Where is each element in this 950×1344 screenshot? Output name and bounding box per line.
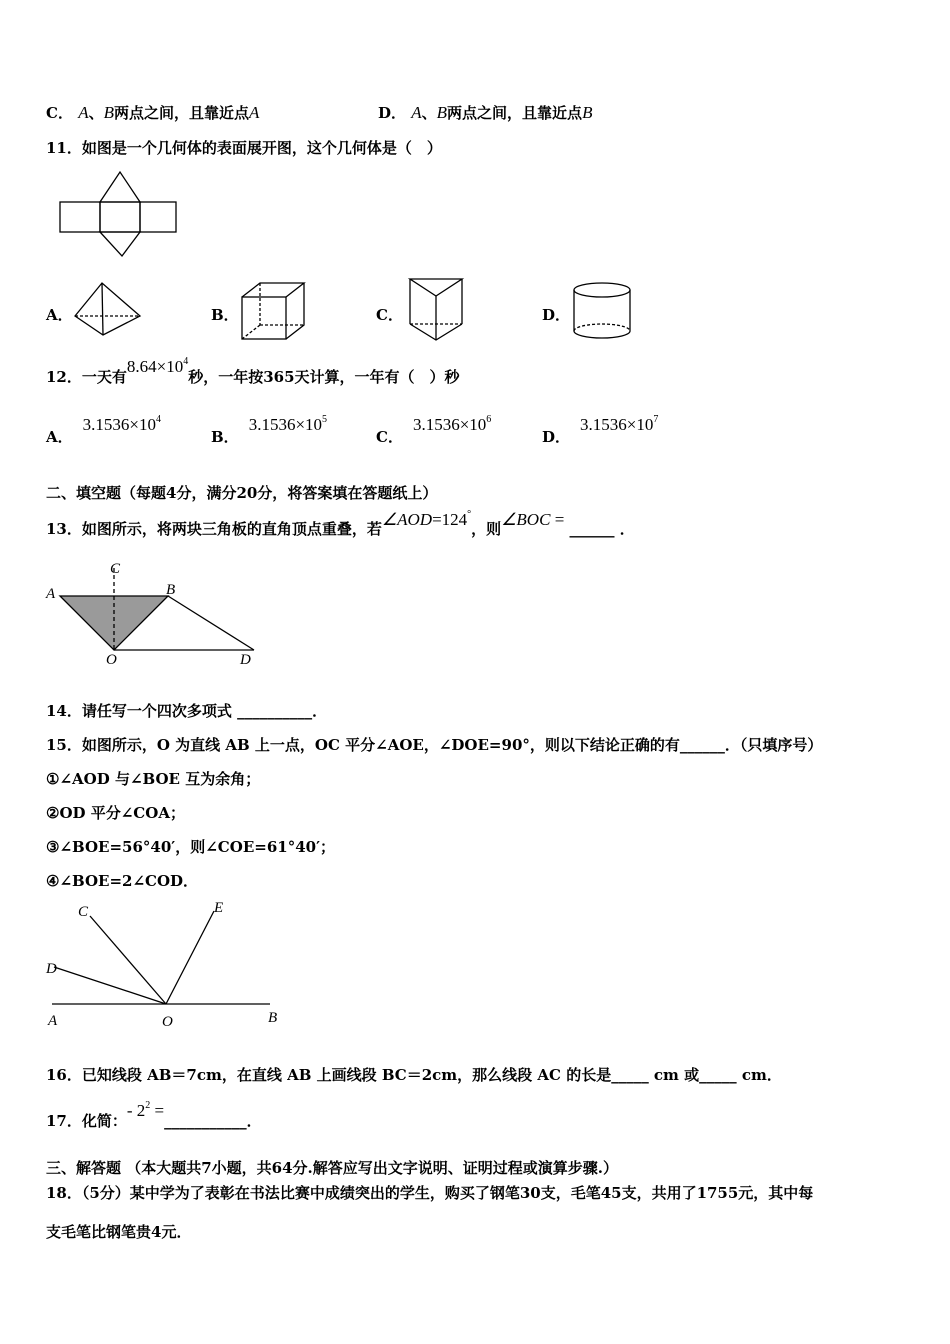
q12-number bbox=[127, 357, 188, 376]
fig13-label-o: O bbox=[106, 652, 117, 668]
triangle-figure bbox=[44, 558, 264, 670]
angle-aod: ∠AOD bbox=[381, 510, 433, 529]
option-label: D． bbox=[542, 428, 571, 446]
times-ten: ×10 bbox=[129, 415, 156, 434]
angle-aod-expr bbox=[382, 510, 471, 529]
mantissa: 8.64 bbox=[126, 357, 157, 376]
option-value bbox=[413, 415, 491, 434]
cube-figure bbox=[240, 281, 310, 343]
q12-pre: 12．一天有 bbox=[46, 368, 127, 386]
pyramid-figure bbox=[72, 281, 144, 341]
point-a: A bbox=[411, 103, 422, 122]
exponent: 7 bbox=[653, 414, 659, 425]
mantissa: 3.1536 bbox=[82, 415, 130, 434]
times-ten: ×10 bbox=[626, 415, 654, 434]
equals: = bbox=[150, 1101, 165, 1120]
q13-mid: ，则 bbox=[471, 520, 502, 538]
q17-expr bbox=[127, 1101, 164, 1120]
fig13-label-d: D bbox=[240, 652, 251, 668]
base: - 2 bbox=[126, 1101, 146, 1120]
mantissa: 3.1536 bbox=[580, 415, 627, 434]
angle-figure bbox=[44, 898, 294, 1033]
q12-option-b bbox=[211, 414, 328, 447]
fig15-label-a: A bbox=[48, 1013, 58, 1029]
q10-option-c bbox=[46, 102, 259, 123]
mantissa: 3.1536 bbox=[248, 415, 296, 434]
answer-blank: ___________． bbox=[164, 1112, 262, 1130]
q16-text: 16．已知线段 AB＝7cm，在直线 AB 上画线段 BC＝2cm，那么线段 AC 的长是_____ cm 或_____ cm． bbox=[46, 1066, 782, 1084]
degree: ° bbox=[467, 509, 472, 520]
q12-stem bbox=[46, 356, 460, 387]
section-2-title: 二、填空题（每题4分，满分20分，将答案填在答题纸上） bbox=[46, 484, 438, 502]
equals: = bbox=[554, 510, 565, 529]
fig15-label-b: B bbox=[268, 1010, 278, 1026]
option-text: 两点之间，且靠近点 bbox=[447, 104, 583, 122]
point-b: B bbox=[436, 103, 448, 122]
option-label: A． bbox=[46, 428, 73, 446]
exponent: 5 bbox=[322, 414, 328, 425]
q13-pre: 13．如图所示，将两块三角板的直角顶点重叠，若 bbox=[46, 520, 382, 538]
q15-item-3: ③∠BOE=56°40′，则∠COE=61°40′； bbox=[46, 838, 336, 856]
q11-option-d-label: D． bbox=[542, 306, 571, 324]
q15-item-4: ④∠BOE=2∠COD． bbox=[46, 872, 199, 890]
q13-stem bbox=[46, 509, 635, 539]
option-value bbox=[83, 415, 161, 434]
point-b: B bbox=[103, 103, 114, 122]
exponent: 2 bbox=[145, 1100, 151, 1111]
times-ten: ×10 bbox=[156, 357, 184, 376]
option-label: C． bbox=[376, 428, 403, 446]
option-value bbox=[249, 415, 327, 434]
q11-stem: 11．如图是一个几何体的表面展开图，这个几何体是（ ） bbox=[46, 139, 442, 157]
exponent: 4 bbox=[155, 414, 161, 425]
exponent: 4 bbox=[183, 356, 189, 367]
exponent: 6 bbox=[486, 414, 492, 425]
cylinder-figure bbox=[572, 281, 634, 343]
point-a: A bbox=[78, 103, 89, 122]
q12-option-d bbox=[542, 414, 659, 447]
q14-text: 14．请任写一个四次多项式 __________． bbox=[46, 702, 328, 720]
fig15-label-c: C bbox=[78, 904, 89, 920]
option-label: B． bbox=[211, 428, 239, 446]
point-ref: A bbox=[249, 103, 260, 122]
q11-option-b-label: B． bbox=[211, 306, 239, 324]
fig13-label-c: C bbox=[110, 561, 121, 577]
option-label: D． bbox=[378, 104, 407, 122]
times-ten: ×10 bbox=[295, 415, 323, 434]
period: ． bbox=[619, 520, 635, 538]
q10-option-d bbox=[378, 102, 592, 123]
q15-item-2: ②OD 平分∠COA； bbox=[46, 804, 185, 822]
value: =124 bbox=[432, 510, 468, 529]
q11-option-c-label: C． bbox=[376, 306, 403, 324]
fig15-label-o: O bbox=[162, 1014, 173, 1030]
q15-item-1: ①∠AOD 与∠BOE 互为余角； bbox=[46, 770, 261, 788]
q12-option-c bbox=[376, 414, 492, 447]
angle-boc: ∠BOC bbox=[501, 510, 551, 529]
separator: 、 bbox=[88, 104, 104, 122]
answer-blank: ______ bbox=[569, 520, 615, 538]
fig15-label-d: D bbox=[46, 961, 57, 977]
q18-line-1: 18．（5分）某中学为了表彰在书法比赛中成绩突出的学生，购买了钢笔30支，毛笔45支，共用了1755元，其中每 bbox=[46, 1184, 814, 1202]
section-3-title: 三、解答题 （本大题共7小题，共64分.解答应写出文字说明、证明过程或演算步骤.） bbox=[46, 1159, 618, 1177]
separator: 、 bbox=[421, 104, 437, 122]
q11-option-a-label: A． bbox=[46, 306, 73, 324]
angle-boc-expr bbox=[501, 510, 564, 529]
fig13-label-a: A bbox=[46, 586, 56, 602]
fig15-label-e: E bbox=[214, 900, 224, 916]
point-ref: B bbox=[582, 103, 593, 122]
q17-pre: 17．化简： bbox=[46, 1112, 127, 1130]
prism-figure bbox=[406, 276, 468, 344]
q15-stem: 15．如图所示，O 为直线 AB 上一点，OC 平分∠AOE，∠DOE=90°，则以下结论正确的有______．（只填序号） bbox=[46, 736, 823, 754]
mantissa: 3.1536 bbox=[412, 415, 460, 434]
q18-line-2: 支毛笔比钢笔贵4元． bbox=[46, 1223, 192, 1241]
q17-stem bbox=[46, 1100, 262, 1131]
fig13-label-b: B bbox=[166, 582, 176, 598]
q12-option-a bbox=[46, 414, 161, 447]
q12-post: 秒，一年按365天计算，一年有（ ）秒 bbox=[188, 368, 460, 386]
option-label: C． bbox=[46, 104, 73, 122]
option-value bbox=[580, 415, 658, 434]
option-text: 两点之间，且靠近点 bbox=[113, 104, 249, 122]
net-figure bbox=[58, 168, 188, 263]
times-ten: ×10 bbox=[459, 415, 487, 434]
